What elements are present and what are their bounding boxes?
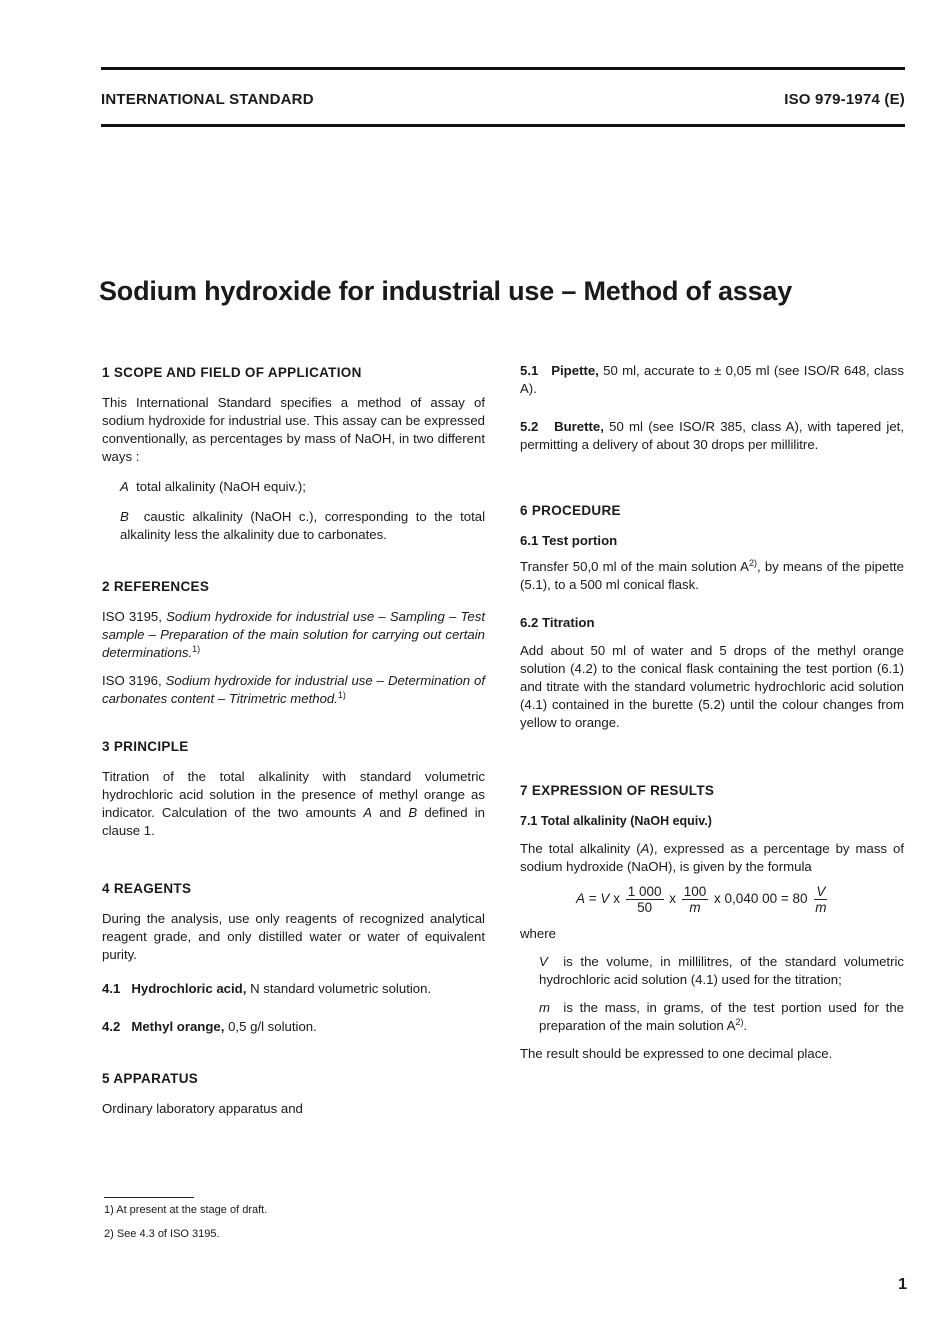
reagent-4-1-name: Hydrochloric acid, <box>131 981 247 996</box>
reagent-4-2-name: Methyl orange, <box>131 1019 225 1034</box>
item-b-letter: B <box>120 509 129 524</box>
fraction-3 <box>813 884 828 915</box>
formula-v: V <box>600 891 610 907</box>
apparatus-5-1-number: 5.1 <box>520 363 539 378</box>
fraction-1 <box>626 884 664 915</box>
reagent-4-1-text: N standard volumetric solution. <box>250 981 432 996</box>
principle-var-b: B <box>408 805 418 820</box>
apparatus-5-1-text: 50 ml, accurate to ± 0,05 ml (see ISO/R 648, class A). <box>520 363 904 396</box>
subsection-6-2-text: Add about 50 ml of water and 5 drops of the methyl orange solution (4.2) to the conical flask containing the test portion (6.1) and titrate with the standard volumetric hydrochloric acid solution (4.1) contained in the burette (5.2) until the colour changes from yellow to orange. <box>520 643 904 730</box>
apparatus-5-2-text: 50 ml (see ISO/R 385, class A), with tapered jet, permitting a delivery of about 30 drops per millilitre. <box>520 419 905 452</box>
footnote-rule <box>104 1197 194 1198</box>
ref2-title: Sodium hydroxide for industrial use – Determination of carbonates content – Titrimetric method. <box>102 673 485 706</box>
definition-v-text: is the volume, in millilitres, of the standard volumetric hydrochloric acid solution (4.1) used for the titration; <box>539 954 904 987</box>
subsection-6-1-text <box>520 558 904 594</box>
section-3-heading: 3 PRINCIPLE <box>102 739 189 754</box>
ref1-note: 1) <box>192 644 201 654</box>
section-1-para: This International Standard specifies a method of assay of sodium hydroxide for industrial use. This assay can be expressed conventionally, as percentages by mass of NaOH, in two different ways : <box>102 395 485 464</box>
reference-1 <box>102 608 485 662</box>
page-title: Sodium hydroxide for industrial use – Method of assay <box>99 276 793 306</box>
section-4-heading: 4 REAGENTS <box>102 881 192 896</box>
result-note: The result should be expressed to one decimal place. <box>520 1046 833 1061</box>
definition-m-note: 2) <box>735 1017 744 1027</box>
right-column <box>520 362 904 1063</box>
header-top-rule <box>101 67 905 70</box>
definition-m-var: m <box>539 1000 550 1015</box>
fraction-3-numerator: V <box>816 884 826 899</box>
apparatus-5-2 <box>520 418 904 454</box>
ref1-number: ISO 3195, <box>102 609 162 624</box>
section-1-item-b <box>102 508 485 544</box>
definition-v <box>520 953 904 989</box>
apparatus-5-2-name: Burette, <box>554 419 604 434</box>
intro-var-a: A <box>640 841 650 856</box>
subsection-6-1-heading: 6.1 Test portion <box>520 533 618 548</box>
formula <box>520 884 904 915</box>
intro-text-end: ), expressed as a percentage by mass of sodium hydroxide (NaOH), is given by the formula <box>520 841 905 874</box>
page-number: 1 <box>898 1276 907 1293</box>
formula-middle: x 0,040 00 = 80 <box>710 891 812 907</box>
ref1-title: Sodium hydroxide for industrial use – Sampling – Test sample – Preparation of the main solution for carrying out certain determinations. <box>102 609 485 660</box>
header-left: INTERNATIONAL STANDARD <box>101 91 314 108</box>
fraction-3-denominator: m <box>815 900 827 915</box>
ref2-note: 1) <box>337 690 346 700</box>
section-1-heading: 1 SCOPE AND FIELD OF APPLICATION <box>102 365 362 380</box>
section-3-para <box>102 768 485 840</box>
reagent-4-1 <box>102 980 485 998</box>
subsection-6-2-heading: 6.2 Titration <box>520 615 595 630</box>
apparatus-5-1-name: Pipette, <box>551 363 599 378</box>
definition-v-var: V <box>539 954 548 969</box>
formula-equals: = <box>588 891 601 907</box>
test-portion-text-start: Transfer 50,0 ml of the main solution A <box>520 559 749 574</box>
section-7-heading: 7 EXPRESSION OF RESULTS <box>520 783 715 798</box>
where-label: where <box>520 926 556 941</box>
footnote-2: 2) See 4.3 of ISO 3195. <box>104 1228 220 1240</box>
fraction-2-numerator: 100 <box>683 884 707 899</box>
fraction-2 <box>682 884 709 915</box>
fraction-1-numerator: 1 000 <box>627 884 662 899</box>
section-5-para: Ordinary laboratory apparatus and <box>102 1101 303 1116</box>
principle-text-start: Titration of the total alkalinity with standard volumetric hydrochloric acid solution in the presence of methyl orange as indicator. Calculation of the two amounts <box>102 769 485 820</box>
item-b-text: caustic alkalinity (NaOH c.), corresponding to the total alkalinity less the alkalinity due to carbonates. <box>120 509 485 542</box>
principle-and: and <box>379 805 402 820</box>
reagent-4-2 <box>102 1018 485 1036</box>
ref2-number: ISO 3196, <box>102 673 162 688</box>
definition-m-text-start: is the mass, in grams, of the test portion used for the preparation of the main solution A <box>539 1000 905 1033</box>
header-right: ISO 979-1974 (E) <box>784 91 905 108</box>
apparatus-5-2-number: 5.2 <box>520 419 539 434</box>
fraction-2-denominator: m <box>689 900 701 915</box>
section-2-heading: 2 REFERENCES <box>102 579 210 594</box>
formula-times-1: x <box>609 891 624 907</box>
section-4-para: During the analysis, use only reagents of recognized analytical reagent grade, and only distilled water or water of equivalent purity. <box>102 911 485 962</box>
item-a-letter: A <box>120 479 129 494</box>
reagent-4-2-number: 4.2 <box>102 1019 121 1034</box>
left-column <box>102 364 485 1118</box>
apparatus-5-1 <box>520 362 904 398</box>
fraction-1-denominator: 50 <box>637 900 653 915</box>
intro-text-start: The total alkalinity ( <box>520 841 641 856</box>
definition-m-text-end: . <box>743 1018 748 1033</box>
item-a-text: total alkalinity (NaOH equiv.); <box>136 479 306 494</box>
subsection-7-1-intro <box>520 840 904 876</box>
principle-text-end: defined in clause 1. <box>102 805 485 838</box>
reagent-4-1-number: 4.1 <box>102 981 121 996</box>
formula-lhs: A <box>576 891 586 907</box>
test-portion-note: 2) <box>748 558 757 568</box>
section-1-item-a <box>102 478 485 496</box>
reagent-4-2-text: 0,5 g/l solution. <box>228 1019 317 1034</box>
principle-var-a: A <box>363 805 373 820</box>
section-6-heading: 6 PROCEDURE <box>520 503 621 518</box>
formula-times-2: x <box>665 891 680 907</box>
footnote-1: 1) At present at the stage of draft. <box>104 1204 268 1216</box>
test-portion-text-end: , by means of the pipette (5.1), to a 500 ml conical flask. <box>520 559 905 592</box>
subsection-7-1-heading: 7.1 Total alkalinity (NaOH equiv.) <box>520 814 712 828</box>
header-bottom-rule <box>101 124 905 127</box>
definition-m <box>520 999 904 1035</box>
reference-2 <box>102 672 485 708</box>
section-5-heading: 5 APPARATUS <box>102 1071 199 1086</box>
